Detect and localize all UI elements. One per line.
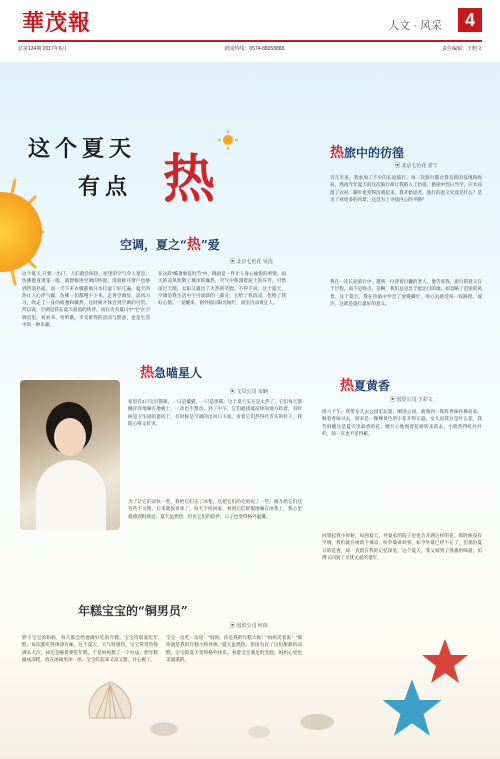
article-title-kongtiao — [120, 234, 220, 254]
masthead — [0, 0, 500, 62]
page-number: 4 — [458, 8, 482, 32]
byline-tongmuyuan: ▣ 国贸公司 何茵 — [230, 623, 268, 629]
article-body-tongmuyuan-1: 胖子宝宝的妈妈，每天都会给他做好吃的年糕。宝宝特别爱吃年糕，每次都吃得津津有味。这个夏天，天气特别热，宝宝常常热得满头大汗，却还是缠着要吃年糕。于是妈妈想了一个办法，把年糕做成凉糕，放在冰箱里冰一冰，宝宝吃起来又凉又甜，开心极了。 — [22, 635, 158, 662]
byline-huangxiang: ▣ 国贸公司 王彩文 — [390, 397, 433, 403]
issue-info: 总第134期 2017年6月 — [18, 46, 67, 52]
starfish-icon — [380, 677, 444, 741]
title-suffix: 旅中的彷徨 — [344, 146, 405, 160]
editor-credit: 责任编辑：王舸文 — [441, 46, 482, 52]
article-body-kongtiao-2: 在这段“酷暑象征时节”中，降雨是一件让人身心愉悦的事情。雨天的凉风吹散了城市的燥热，空气中弥漫着泥土的芬芳。可惜雨过天晴，太阳又露出了火热的笑脸。不得不说，这个夏天，空调是我生活中不可或缺的一部分，它给了我清凉，也给了我好心情。一觉醒来，窗外依旧阳光灿烂，而室内凉爽宜人。 — [158, 271, 286, 306]
header-rule — [18, 40, 482, 42]
photo-face — [54, 418, 86, 456]
article-body-huangxiang-2: 回想起我小时候，每到夏天，外婆家的院子里也会开满这样的花。那时候没有空调，我们就在树荫下乘凉，听外婆讲故事。如今外婆已经不在了，但那份夏日的花香，却一直留在我的记忆深处。这个夏天，我又闻到了熟悉的味道，仿佛又回到了无忧无虑的童年。 — [322, 533, 482, 560]
article-title-lvtu — [330, 142, 404, 162]
article-body-jiangmiao-1: 家里有2只宝贝猫咪，一只是橘猫，一只是黑猫。这个夏天实在是太热了，它们每天都懒洋洋地躺在地板上，一动也不想动。到了中午，它们就找最凉快的地方趴着，有时候是卫生间的瓷砖上，有时候是空调的出风口下面。看着它们热得吐舌头的样子，我既心疼又好笑。 — [128, 399, 302, 426]
title-hot: 热 — [330, 145, 344, 161]
article-body-kongtiao-1: 这个夏天,只要一出门，人们就会叫热。屋里的空气令人窒息，仿佛置身蒸笼一般，就想躲进空调的怀抱。清晨推开窗户也感到热浪扑面，而一天下来衣服都被汗水打湿了好几遍。夏天的热让人心浮气躁，仿佛一切都慢不下来。走进空调房，凉风习习，吹走了一身的疲惫和燥热。这时候才体会到空调的可贵。所以说，空调是我在夏天最爱的伙伴。而在炎炎夏日中“宅”在空调房里，看看书、听听歌，享受难得的清凉与惬意，也是生活中的一种乐趣。 — [22, 271, 150, 328]
article-photo — [20, 380, 120, 530]
title-hot: 热 — [140, 365, 154, 381]
headline-line-1: 这个夏天 — [28, 136, 137, 162]
title-suffix: 夏黄香 — [354, 379, 391, 393]
article-body-tongmuyuan-2: 宝宝一边吃一边说：“妈妈，你是我的年糕大师！”妈妈笑着说：“那你就是我的年糕小粉丝啦。”夏天虽然热，但因为有了这份甜甜的凉糕，宝宝的夏天变得格外快乐。看着宝宝满足的笑脸，妈妈心里也美滋滋的。 — [166, 635, 302, 662]
byline-jiangmiao: ▣ 文员公司 余娴 — [230, 389, 268, 395]
article-body-huangxiang-1: 周六下午，我带女儿去公园里玩耍。刚进公园，就闻到一阵阵香味扑鼻而来。顺着香味寻去，原来是一棵棵黄色的小花开得正盛。女儿问我这是什么花，我告诉她这是夏天里最香的花。她开心地围着花树转来转去，小脸热得红扑扑的，却一点也不觉得累。 — [322, 409, 482, 436]
title-hot: 热 — [186, 237, 201, 253]
article-title-huangxiang — [340, 375, 390, 395]
newspaper-logo: 華茂報 — [22, 10, 92, 36]
article-body-lvtu-1: 近几年来，我参加了不少的长途旅行。每一次旅行都让我有新的发现和收获。然而今年夏天的这次旅行却让我陷入了彷徨。旅途中烈日当空，汗水浸湿了衣衫，脚步也变得沉重起来。我开始思考，旅行的意义究竟是什么？是为了看更多的风景，还是为了寻找内心的平静？ — [330, 175, 482, 202]
title-hot: 热 — [340, 378, 354, 394]
headline-hot-character: 热 — [163, 149, 216, 210]
byline-kongtiao: ▣ 北京七色花 吴沈 — [230, 259, 273, 265]
news-hotline: 新闻热线：0574-88058888 — [224, 46, 285, 52]
article-body-lvtu-2: 我在一次长途旅行中，遇到一位背着行囊的老人，他告诉我，旅行的意义在于过程，而不是终点。是啊，我们总是急于抵达目的地，却忽略了沿途的风景。这个夏天，我在热旅中学会了放慢脚步，用心去感受每一段路程。或许，这就是旅行最好的意义。 — [330, 279, 482, 306]
byline-lvtu: ▣ 北京七色花 姜宁 — [395, 163, 438, 169]
article-title-tongmuyuan: 年糕宝宝的“铜男员” — [78, 604, 188, 618]
shell-icon — [82, 678, 138, 726]
headline-sun-icon — [218, 130, 238, 150]
section-name: 人文 · 风采 — [388, 20, 442, 32]
article-body-jiangmiao-2: 为了让它们凉快一些，我给它们买了冰垫，还把它们的毛剪短了一些。刚开始它们还有些不习惯，后来就很喜欢了。每天下班回家，看到它们舒服地躺在冰垫上，我心里就感到很满足。夏天虽然热，但有它们的陪伴，日子也变得格外温馨。 — [128, 499, 302, 519]
title-suffix: 急喵星人 — [154, 366, 203, 380]
headline-line-2: 有点 — [78, 174, 133, 200]
page-content — [0, 62, 500, 759]
pebble — [248, 726, 270, 738]
title-prefix: 空调，夏之“ — [120, 238, 187, 252]
pebble — [300, 714, 334, 730]
article-title-jiangmiao — [140, 362, 202, 382]
issue-meta — [18, 45, 482, 52]
title-suffix: ”爱 — [200, 238, 220, 252]
pebble — [150, 722, 178, 736]
photo-clothes — [36, 460, 106, 530]
